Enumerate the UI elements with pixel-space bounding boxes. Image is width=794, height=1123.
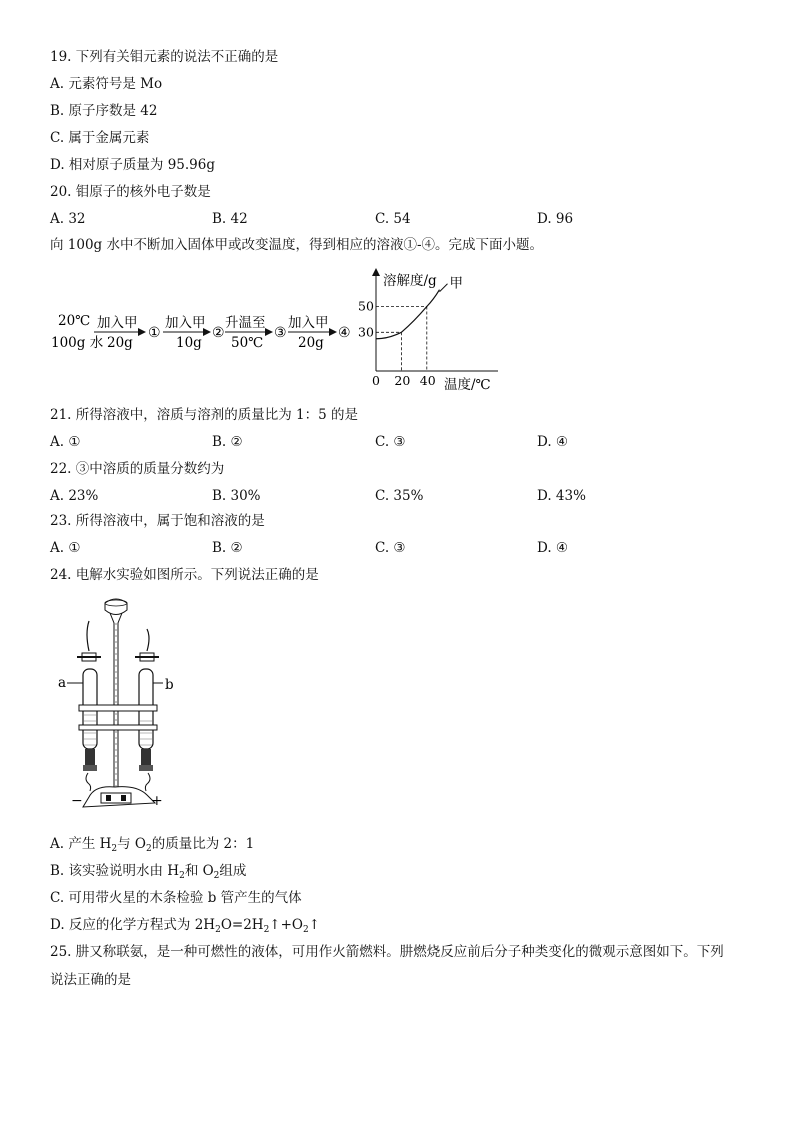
q21-option-c: C. ③ <box>375 434 406 450</box>
flow-solution-4: ④ <box>338 325 351 341</box>
tube-a-nozzle <box>87 621 89 651</box>
flow-step4-top: 加入甲 <box>288 315 329 331</box>
q24-option-b: B. 该实验说明水由 $H_2$和 $O_2$组成 <box>50 863 247 881</box>
q20-stem: 20. 钼原子的核外电子数是 <box>50 184 211 200</box>
q20-option-d: D. 96 <box>537 211 574 227</box>
flow-step4-bottom: 20g <box>298 335 324 351</box>
electrolysis-apparatus <box>55 597 175 815</box>
solubility-chart <box>356 268 506 396</box>
q19-option-a: A. 元素符号是 Mo <box>50 76 163 92</box>
intro-text: 向 100g 水中不断加入固体甲或改变温度，得到相应的溶液①-④。完成下面小题。 <box>50 237 544 253</box>
label-a: a <box>58 675 67 691</box>
y-tick-label-0: 30 <box>358 324 374 340</box>
flow-step3-top: 升温至 <box>225 315 266 331</box>
flow-step3-bottom: 50℃ <box>231 335 264 351</box>
q24-option-d: D. 反应的化学方程式为 $2H_2O=2H_2↑+O_2↑$ <box>50 917 321 935</box>
flow-step1-top: 加入甲 <box>97 315 138 331</box>
q23-option-a: A. ① <box>50 540 81 556</box>
battery <box>101 793 131 803</box>
tube-b-nozzle <box>147 629 149 651</box>
q22-option-d: D. 43% <box>537 488 586 504</box>
q21-option-b: B. ② <box>212 434 243 450</box>
series-line-jia <box>376 290 440 339</box>
q19-option-b: B. 原子序数是 42 <box>50 103 158 119</box>
flow-step1-bottom: 20g <box>107 335 133 351</box>
solution-flow-diagram <box>48 305 358 357</box>
q19-stem: 19. 下列有关钼元素的说法不正确的是 <box>50 49 279 65</box>
x-tick-label-2: 40 <box>419 373 436 388</box>
q21-stem: 21. 所得溶液中，溶质与溶剂的质量比为 1：5 的是 <box>50 407 359 423</box>
x-tick-label-0: 0 <box>372 373 380 388</box>
x-tick-label-1: 20 <box>394 373 411 388</box>
q21-option-a: A. ① <box>50 434 81 450</box>
q23-stem: 23. 所得溶液中，属于饱和溶液的是 <box>50 513 265 529</box>
q25-stem-line2: 说法正确的是 <box>50 972 131 988</box>
q24-option-a: A. 产生 $H_2$与 $O_2$的质量比为 2：1 <box>50 836 255 854</box>
electrode-left <box>83 749 97 791</box>
flow-solution-3: ③ <box>274 325 287 341</box>
q24-stem: 24. 电解水实验如图所示。下列说法正确的是 <box>50 567 319 583</box>
q24-option-c: C. 可用带火星的木条检验 b 管产生的气体 <box>50 890 302 906</box>
flow-solution-1: ① <box>148 325 161 341</box>
y-axis-label: 溶解度/g <box>383 273 437 289</box>
funnel <box>105 599 127 615</box>
q19-option-c: C. 属于金属元素 <box>50 130 150 146</box>
q21-option-d: D. ④ <box>537 434 569 450</box>
label-b: b <box>165 677 174 693</box>
label-plus: + <box>151 793 163 809</box>
q20-option-c: C. 54 <box>375 211 411 227</box>
q20-option-b: B. 42 <box>212 211 248 227</box>
flow-step2-top: 加入甲 <box>165 315 206 331</box>
y-tick-label-1: 50 <box>358 298 374 314</box>
q23-option-c: C. ③ <box>375 540 406 556</box>
electrode-right <box>139 749 153 791</box>
series-leader-line <box>440 284 448 292</box>
label-minus: − <box>71 793 83 809</box>
series-label-jia: 甲 <box>449 275 463 292</box>
x-axis-label: 温度/℃ <box>444 377 491 393</box>
q22-option-b: B. 30% <box>212 488 261 504</box>
q22-stem: 22. ③中溶质的质量分数约为 <box>50 461 225 477</box>
q23-option-b: B. ② <box>212 540 243 556</box>
q25-stem-line1: 25. 肼又称联氨，是一种可燃性的液体，可用作火箭燃料。肼燃烧反应前后分子种类变化的微观示意图如下。下列 <box>50 944 724 960</box>
flow-solution-2: ② <box>212 325 225 341</box>
flow-step2-bottom: 10g <box>176 335 202 351</box>
flow-start-temp: 20℃ <box>58 313 91 329</box>
flow-start-water: 100g 水 <box>51 335 104 351</box>
q22-option-a: A. 23% <box>50 488 99 504</box>
q23-option-d: D. ④ <box>537 540 569 556</box>
q19-option-d: D. 相对原子质量为 95.96g <box>50 157 216 173</box>
q22-option-c: C. 35% <box>375 488 424 504</box>
q20-option-a: A. 32 <box>50 211 86 227</box>
